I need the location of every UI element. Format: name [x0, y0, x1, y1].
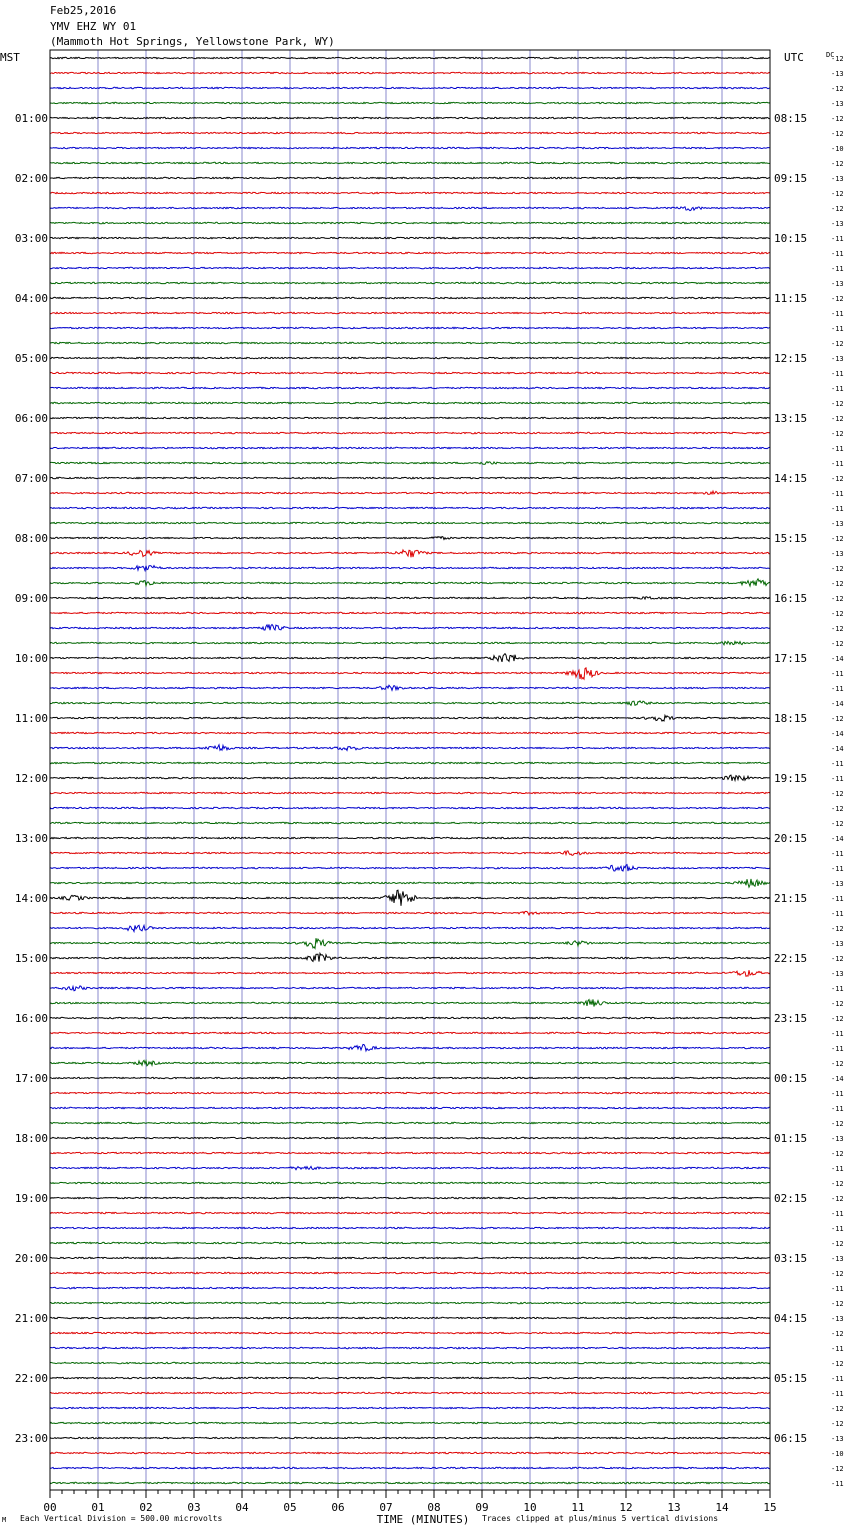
- trace-line: [50, 851, 770, 855]
- right-hour-label: 18:15: [774, 712, 808, 725]
- trace-line: [50, 507, 770, 508]
- dc-offset-label: -12: [831, 595, 844, 603]
- right-hour-label: 15:15: [774, 532, 808, 545]
- left-hour-label: 12:00: [14, 772, 48, 785]
- left-hour-label: 06:00: [14, 412, 48, 425]
- trace-line: [50, 865, 770, 871]
- trace-line: [50, 312, 770, 313]
- dc-offset-label: -12: [831, 400, 844, 408]
- trace-line: [50, 72, 770, 73]
- dc-offset-label: -13: [831, 970, 844, 978]
- trace-line: [50, 1407, 770, 1408]
- trace-line: [50, 715, 770, 721]
- dc-offset-label: -12: [831, 565, 844, 573]
- dc-offset-label: -11: [831, 250, 844, 258]
- left-hour-label: 14:00: [14, 892, 48, 905]
- trace-line: [50, 579, 770, 586]
- dc-offset-label: -11: [831, 1480, 844, 1488]
- header-date: Feb25,2016: [50, 4, 117, 17]
- dc-offset-label: -11: [831, 445, 844, 453]
- right-hour-label: 14:15: [774, 472, 808, 485]
- dc-offset-label: -11: [831, 1165, 844, 1173]
- trace-line: [50, 207, 770, 211]
- dc-offset-label: -11: [831, 760, 844, 768]
- trace-line: [50, 192, 770, 193]
- right-hour-label: 16:15: [774, 592, 808, 605]
- dc-offset-label: -13: [831, 940, 844, 948]
- x-tick-label: 08: [427, 1501, 441, 1514]
- x-axis-ticks: [43, 1490, 776, 1514]
- right-hour-label: 00:15: [774, 1072, 808, 1085]
- dc-offset-label: -12: [831, 1330, 844, 1338]
- x-tick-label: 05: [283, 1501, 297, 1514]
- left-hour-label: 22:00: [14, 1372, 48, 1385]
- dc-offset-label: -11: [831, 1105, 844, 1113]
- dc-offset-label: -12: [831, 1015, 844, 1023]
- trace-line: [50, 807, 770, 808]
- right-hour-label: 21:15: [774, 892, 808, 905]
- dc-offset-label: -14: [831, 1075, 844, 1083]
- trace-line: [50, 132, 770, 133]
- left-hour-label: 23:00: [14, 1432, 48, 1445]
- right-hour-label: 12:15: [774, 352, 808, 365]
- trace-line: [50, 668, 770, 679]
- dc-offset-label: -11: [831, 865, 844, 873]
- dc-offset-label: -12: [831, 160, 844, 168]
- trace-line: [50, 342, 770, 343]
- dc-offset-label: -12: [831, 1465, 844, 1473]
- trace-line: [50, 1182, 770, 1183]
- right-hour-label: 06:15: [774, 1432, 808, 1445]
- dc-offset-label: -11: [831, 895, 844, 903]
- dc-offset-label: -12: [831, 85, 844, 93]
- dc-offset-label: -11: [831, 685, 844, 693]
- trace-line: [50, 1017, 770, 1018]
- dc-offset-label: -11: [831, 1030, 844, 1038]
- x-tick-label: 04: [235, 1501, 249, 1514]
- trace-line: [50, 432, 770, 433]
- dc-offset-label: -12: [831, 610, 844, 618]
- trace-line: [50, 762, 770, 763]
- dc-offset-label: -11: [831, 1375, 844, 1383]
- dc-offset-label: -12: [831, 805, 844, 813]
- trace-line: [50, 282, 770, 283]
- left-hour-label: 17:00: [14, 1072, 48, 1085]
- x-tick-label: 01: [91, 1501, 105, 1514]
- trace-line: [50, 1467, 770, 1468]
- right-hour-label: 11:15: [774, 292, 808, 305]
- dc-offset-label: -12: [831, 475, 844, 483]
- trace-line: [50, 1272, 770, 1273]
- right-hour-label: 23:15: [774, 1012, 808, 1025]
- dc-offset-label: -12: [831, 640, 844, 648]
- dc-offset-label: -13: [831, 175, 844, 183]
- left-hour-label: 09:00: [14, 592, 48, 605]
- dc-offset-label: -13: [831, 100, 844, 108]
- trace-line: [50, 654, 770, 662]
- trace-line: [50, 417, 770, 418]
- trace-line: [50, 1137, 770, 1138]
- footer-clip-note: Traces clipped at plus/minus 5 vertical divisions: [482, 1514, 719, 1523]
- left-hour-label: 15:00: [14, 952, 48, 965]
- trace-line: [50, 911, 770, 915]
- trace-line: [50, 890, 770, 906]
- left-hour-label: 08:00: [14, 532, 48, 545]
- trace-line: [50, 1302, 770, 1303]
- dc-offset-label: -12: [831, 1420, 844, 1428]
- trace-line: [50, 252, 770, 253]
- x-tick-label: 15: [763, 1501, 777, 1514]
- trace-line: [50, 1287, 770, 1288]
- dc-offset-label: -12: [831, 340, 844, 348]
- trace-line: [50, 1437, 770, 1438]
- dc-offset-label: -13: [831, 1255, 844, 1263]
- dc-offset-label: -12: [831, 1405, 844, 1413]
- trace-line: [50, 222, 770, 223]
- trace-line: [50, 177, 770, 178]
- dc-offset-label: -12: [831, 1180, 844, 1188]
- trace-line: [50, 237, 770, 238]
- dc-offset-label: -12: [831, 1270, 844, 1278]
- x-tick-label: 11: [571, 1501, 585, 1514]
- trace-line: [50, 297, 770, 298]
- trace-line: [50, 491, 770, 494]
- x-tick-label: 14: [715, 1501, 729, 1514]
- left-hour-label: 02:00: [14, 172, 48, 185]
- trace-line: [50, 970, 770, 976]
- dc-offset-label: -11: [831, 1345, 844, 1353]
- header-location: (Mammoth Hot Springs, Yellowstone Park, WY): [50, 35, 335, 48]
- trace-line: [50, 566, 770, 571]
- right-hour-label: 04:15: [774, 1312, 808, 1325]
- dc-offset-label: -14: [831, 730, 844, 738]
- left-timezone-label: MST: [0, 51, 20, 64]
- dc-offset-label: -14: [831, 700, 844, 708]
- dc-offset-label: -12: [831, 415, 844, 423]
- trace-line: [50, 1422, 770, 1423]
- dc-offset-label: -11: [831, 505, 844, 513]
- dc-offset-label: -13: [831, 1135, 844, 1143]
- trace-line: [50, 1092, 770, 1093]
- x-tick-label: 10: [523, 1501, 537, 1514]
- dc-offset-label: -11: [831, 910, 844, 918]
- left-hour-label: 20:00: [14, 1252, 48, 1265]
- trace-line: [50, 462, 770, 465]
- dc-offset-label: -11: [831, 775, 844, 783]
- trace-line: [50, 745, 770, 751]
- trace-line: [50, 792, 770, 793]
- left-hour-label: 03:00: [14, 232, 48, 245]
- left-hour-label: 04:00: [14, 292, 48, 305]
- dc-offset-label: -12: [831, 1360, 844, 1368]
- trace-line: [50, 162, 770, 163]
- trace-line: [50, 732, 770, 733]
- dc-offset-label: -11: [831, 490, 844, 498]
- dc-offset-label: -11: [831, 1090, 844, 1098]
- dc-offset-label: -12: [831, 130, 844, 138]
- trace-line: [50, 1060, 770, 1065]
- trace-line: [50, 387, 770, 388]
- trace-line: [50, 1197, 770, 1198]
- dc-offset-label: -12: [831, 1195, 844, 1203]
- left-hour-label: 05:00: [14, 352, 48, 365]
- dc-offset-label: -12: [831, 580, 844, 588]
- dc-offset-label: -13: [831, 70, 844, 78]
- trace-line: [50, 999, 770, 1006]
- trace-line: [50, 447, 770, 448]
- dc-offset-label: -12: [831, 955, 844, 963]
- dc-offset-label: -12: [831, 820, 844, 828]
- trace-line: [50, 477, 770, 478]
- dc-offset-label: -10: [831, 145, 844, 153]
- right-hour-label: 10:15: [774, 232, 808, 245]
- trace-line: [50, 1227, 770, 1228]
- dc-offset-label: -11: [831, 1225, 844, 1233]
- dc-offset-label: -11: [831, 1285, 844, 1293]
- plot-frame: [50, 50, 770, 1490]
- header-station: YMV EHZ WY 01: [50, 20, 137, 33]
- dc-offset-label: -12: [831, 295, 844, 303]
- trace-line: [50, 624, 770, 630]
- trace-line: [50, 925, 770, 931]
- trace-line: [50, 1347, 770, 1348]
- dc-offset-label: -12: [831, 1240, 844, 1248]
- dc-offset-label: -12: [831, 925, 844, 933]
- trace-line: [50, 612, 770, 613]
- dc-offset-label: -14: [831, 655, 844, 663]
- trace-line: [50, 267, 770, 268]
- trace-line: [50, 537, 770, 540]
- left-hour-label: 21:00: [14, 1312, 48, 1325]
- dc-offset-label: -11: [831, 850, 844, 858]
- trace-line: [50, 87, 770, 88]
- right-hour-label: 08:15: [774, 112, 808, 125]
- trace-line: [50, 102, 770, 103]
- trace-line: [50, 1077, 770, 1078]
- dc-offset-label: -12: [831, 1060, 844, 1068]
- dc-offset-label: -13: [831, 220, 844, 228]
- dc-offset-label: -11: [831, 235, 844, 243]
- trace-line: [50, 522, 770, 523]
- dc-offset-label: -13: [831, 1435, 844, 1443]
- trace-line: [50, 1482, 770, 1483]
- dc-offset-label: -11: [831, 460, 844, 468]
- x-tick-label: 09: [475, 1501, 489, 1514]
- footer-left-mark: M: [2, 1516, 7, 1524]
- dc-offset-label: -12: [831, 1120, 844, 1128]
- dc-offset-label: -12: [831, 790, 844, 798]
- trace-line: [50, 1122, 770, 1123]
- trace-line: [50, 372, 770, 373]
- right-hour-label: 19:15: [774, 772, 808, 785]
- left-hour-label: 16:00: [14, 1012, 48, 1025]
- trace-line: [50, 1242, 770, 1243]
- right-hour-label: 09:15: [774, 172, 808, 185]
- trace-line: [50, 1044, 770, 1051]
- dc-offset-label: -11: [831, 325, 844, 333]
- left-hour-label: 19:00: [14, 1192, 48, 1205]
- dc-offset-label: -11: [831, 265, 844, 273]
- dc-offset-label: -11: [831, 385, 844, 393]
- right-hour-label: 03:15: [774, 1252, 808, 1265]
- trace-line: [50, 1212, 770, 1213]
- trace-line: [50, 1166, 770, 1169]
- trace-line: [50, 1032, 770, 1033]
- dc-offset-label: -11: [831, 1045, 844, 1053]
- dc-offset-label: -11: [831, 1390, 844, 1398]
- trace-line: [50, 1452, 770, 1453]
- trace-line: [50, 837, 770, 838]
- left-hour-label: 10:00: [14, 652, 48, 665]
- dc-offset-label: -11: [831, 1210, 844, 1218]
- trace-line: [50, 1317, 770, 1318]
- trace-line: [50, 597, 770, 599]
- seismic-traces: [50, 57, 770, 1483]
- x-tick-label: 13: [667, 1501, 681, 1514]
- dc-offset-label: -12: [831, 115, 844, 123]
- trace-line: [50, 685, 770, 690]
- dc-offset-label: -11: [831, 670, 844, 678]
- dc-offset-label: -11: [831, 985, 844, 993]
- trace-line: [50, 1257, 770, 1258]
- trace-line: [50, 550, 770, 557]
- trace-line: [50, 938, 770, 948]
- dc-offset-label: -12: [831, 715, 844, 723]
- trace-line: [50, 1152, 770, 1153]
- trace-line: [50, 701, 770, 705]
- trace-line: [50, 147, 770, 148]
- trace-line: [50, 1107, 770, 1108]
- dc-offset-label: -12: [831, 190, 844, 198]
- dc-offset-label: -12: [831, 535, 844, 543]
- right-hour-label: 13:15: [774, 412, 808, 425]
- trace-line: [50, 1332, 770, 1333]
- trace-line: [50, 327, 770, 328]
- x-tick-label: 03: [187, 1501, 201, 1514]
- trace-line: [50, 1362, 770, 1363]
- dc-offset-label: -12: [831, 205, 844, 213]
- dc-offset-label: -12: [831, 55, 844, 63]
- right-hour-label: 22:15: [774, 952, 808, 965]
- trace-line: [50, 1392, 770, 1393]
- trace-line: [50, 986, 770, 991]
- dc-label: DC: [826, 51, 835, 59]
- dc-offset-label: -13: [831, 280, 844, 288]
- trace-line: [50, 1377, 770, 1378]
- footer-scale-note: Each Vertical Division = 500.00 microvolts: [20, 1514, 223, 1523]
- x-tick-label: 06: [331, 1501, 345, 1514]
- dc-offset-label: -12: [831, 1300, 844, 1308]
- dc-offset-label: -12: [831, 430, 844, 438]
- trace-line: [50, 822, 770, 823]
- dc-offset-label: -11: [831, 370, 844, 378]
- trace-line: [50, 641, 770, 644]
- right-hour-label: 17:15: [774, 652, 808, 665]
- trace-line: [50, 357, 770, 358]
- dc-offset-label: -13: [831, 550, 844, 558]
- trace-line: [50, 775, 770, 781]
- x-tick-label: 12: [619, 1501, 633, 1514]
- right-hour-label: 20:15: [774, 832, 808, 845]
- dc-offset-label: -13: [831, 880, 844, 888]
- dc-offset-label: -12: [831, 625, 844, 633]
- right-hour-label: 01:15: [774, 1132, 808, 1145]
- trace-line: [50, 117, 770, 118]
- dc-offset-label: -13: [831, 520, 844, 528]
- right-hour-label: 05:15: [774, 1372, 808, 1385]
- left-hour-label: 18:00: [14, 1132, 48, 1145]
- dc-offset-label: -12: [831, 1150, 844, 1158]
- dc-offset-label: -11: [831, 310, 844, 318]
- trace-line: [50, 402, 770, 403]
- x-axis-title: TIME (MINUTES): [376, 1513, 470, 1526]
- trace-line: [50, 879, 770, 887]
- left-hour-label: 07:00: [14, 472, 48, 485]
- left-hour-label: 11:00: [14, 712, 48, 725]
- vertical-grid: [98, 50, 722, 1490]
- dc-offset-label: -10: [831, 1450, 844, 1458]
- x-tick-label: 07: [379, 1501, 393, 1514]
- trace-line: [50, 57, 770, 58]
- dc-offset-label: -12: [831, 1000, 844, 1008]
- right-hour-label: 02:15: [774, 1192, 808, 1205]
- trace-line: [50, 953, 770, 961]
- left-hour-label: 01:00: [14, 112, 48, 125]
- dc-offset-label: -13: [831, 1315, 844, 1323]
- x-tick-label: 00: [43, 1501, 57, 1514]
- x-tick-label: 02: [139, 1501, 153, 1514]
- right-timezone-label: UTC: [784, 51, 804, 64]
- left-hour-label: 13:00: [14, 832, 48, 845]
- dc-offset-label: -14: [831, 745, 844, 753]
- dc-offset-label: -13: [831, 355, 844, 363]
- dc-offset-label: -14: [831, 835, 844, 843]
